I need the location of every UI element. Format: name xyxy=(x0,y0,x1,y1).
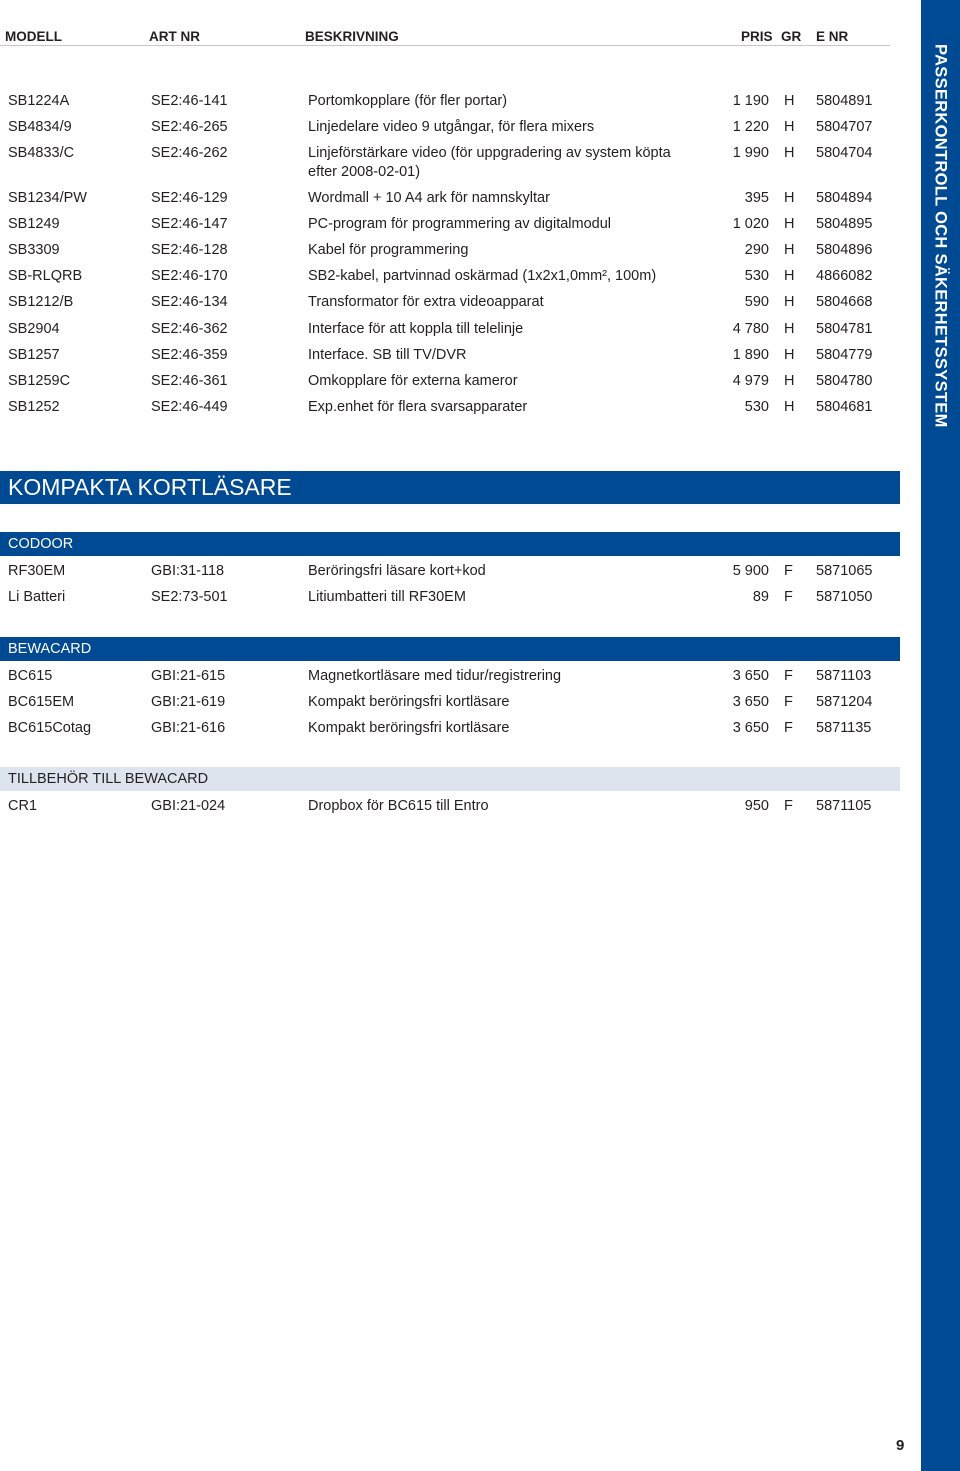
cell-description: SB2-kabel, partvinnad oskärmad (1x2x1,0mm², 100m) xyxy=(308,268,657,284)
cell-model: SB4834/9 xyxy=(8,119,72,135)
table-row xyxy=(0,562,900,582)
header-pris: PRIS xyxy=(741,29,773,44)
cell-group: H xyxy=(784,190,795,206)
cell-e-nr: 5871105 xyxy=(816,798,872,814)
cell-art-nr: SE2:46-147 xyxy=(151,216,228,232)
side-category-label: PASSERKONTROLL OCH SÄKERHETSSYSTEM xyxy=(931,44,950,428)
cell-description: Kompakt beröringsfri kortläsare xyxy=(308,720,510,736)
cell-art-nr: SE2:46-128 xyxy=(151,242,228,258)
cell-group: H xyxy=(784,145,795,161)
cell-e-nr: 5804891 xyxy=(816,93,873,109)
cell-group: H xyxy=(784,321,795,337)
header-modell: MODELL xyxy=(5,29,62,44)
cell-description: Transformator för extra videoapparat xyxy=(308,294,544,310)
cell-price: 3 650 xyxy=(732,720,769,736)
cell-description: Wordmall + 10 A4 ark för namnskyltar xyxy=(308,190,550,206)
cell-model: BC615Cotag xyxy=(8,720,92,736)
cell-art-nr: SE2:73-501 xyxy=(151,589,228,605)
page-number: 9 xyxy=(896,1437,905,1454)
cell-e-nr: 5871204 xyxy=(816,694,873,710)
subsection-bewacard: BEWACARD xyxy=(0,637,900,661)
cell-model: SB1252 xyxy=(8,399,60,415)
header-beskrivning: BESKRIVNING xyxy=(305,29,399,44)
cell-description: Portomkopplare (för fler portar) xyxy=(308,93,508,109)
header-gr: GR xyxy=(781,29,802,44)
cell-art-nr: GBI:31-118 xyxy=(151,563,225,579)
cell-group: H xyxy=(784,399,795,415)
cell-model: SB1257 xyxy=(8,347,60,363)
cell-model: SB1224A xyxy=(8,93,70,109)
cell-art-nr: SE2:46-449 xyxy=(151,399,228,415)
cell-description: Kompakt beröringsfri kortläsare xyxy=(308,694,510,710)
cell-e-nr: 5804704 xyxy=(816,145,873,161)
cell-group: H xyxy=(784,216,795,232)
cell-price: 5 900 xyxy=(732,563,769,579)
cell-model: SB-RLQRB xyxy=(8,268,83,284)
header-art-nr: ART NR xyxy=(149,29,200,44)
cell-group: F xyxy=(784,798,793,814)
cell-art-nr: GBI:21-619 xyxy=(151,694,226,710)
cell-price: 530 xyxy=(744,268,769,284)
cell-description: Litiumbatteri till RF30EM xyxy=(308,589,466,605)
cell-e-nr: 5804668 xyxy=(816,294,873,310)
cell-description: Exp.enhet för flera svarsapparater xyxy=(308,399,528,415)
cell-model: Li Batteri xyxy=(8,589,66,605)
cell-description: Interface. SB till TV/DVR xyxy=(308,347,467,363)
cell-art-nr: SE2:46-362 xyxy=(151,321,228,337)
cell-group: F xyxy=(784,563,793,579)
cell-description: Dropbox för BC615 till Entro xyxy=(308,798,489,814)
cell-model: SB1212/B xyxy=(8,294,74,310)
cell-model: BC615EM xyxy=(8,694,75,710)
cell-description: Beröringsfri läsare kort+kod xyxy=(308,563,486,579)
cell-price: 3 650 xyxy=(732,694,769,710)
table-row xyxy=(0,320,900,340)
subsection-codoor: CODOOR xyxy=(0,532,900,556)
cell-art-nr: SE2:46-170 xyxy=(151,268,228,284)
cell-description: Linjeförstärkare video (för uppgradering av system köpta xyxy=(308,145,671,161)
cell-e-nr: 5871065 xyxy=(816,563,873,579)
cell-art-nr: SE2:46-359 xyxy=(151,347,228,363)
table-row xyxy=(0,267,900,287)
cell-e-nr: 5804779 xyxy=(816,347,873,363)
cell-price: 3 650 xyxy=(732,668,769,684)
cell-price: 395 xyxy=(744,190,769,206)
section-kompakta-kortlasare: KOMPAKTA KORTLÄSARE xyxy=(0,471,900,504)
cell-model: SB4833/C xyxy=(8,145,75,161)
cell-art-nr: SE2:46-262 xyxy=(151,145,228,161)
cell-art-nr: GBI:21-615 xyxy=(151,668,226,684)
cell-price: 1 220 xyxy=(732,119,769,135)
table-row xyxy=(0,293,900,313)
table-row xyxy=(0,588,900,608)
cell-description-line2: efter 2008-02-01) xyxy=(308,164,421,180)
cell-price: 1 990 xyxy=(732,145,769,161)
cell-price: 89 xyxy=(752,589,769,605)
table-row xyxy=(0,346,900,366)
cell-e-nr: 5871103 xyxy=(816,668,872,684)
cell-description: Magnetkortläsare med tidur/registrering xyxy=(308,668,562,684)
table-row xyxy=(0,372,900,392)
cell-price: 1 020 xyxy=(732,216,769,232)
cell-price: 1 190 xyxy=(732,93,769,109)
cell-description: Linjedelare video 9 utgångar, för flera mixers xyxy=(308,119,595,135)
cell-price: 4 780 xyxy=(732,321,769,337)
cell-art-nr: SE2:46-129 xyxy=(151,190,228,206)
table-row xyxy=(0,398,900,418)
cell-e-nr: 5804896 xyxy=(816,242,873,258)
cell-art-nr: SE2:46-141 xyxy=(151,93,228,109)
cell-group: H xyxy=(784,242,795,258)
cell-art-nr: SE2:46-134 xyxy=(151,294,228,310)
table-row xyxy=(0,144,900,184)
cell-group: H xyxy=(784,373,795,389)
cell-group: F xyxy=(784,589,793,605)
cell-e-nr: 5804681 xyxy=(816,399,873,415)
cell-model: BC615 xyxy=(8,668,53,684)
cell-e-nr: 5804895 xyxy=(816,216,873,232)
table-row xyxy=(0,797,900,817)
table-header xyxy=(0,29,890,46)
table-row xyxy=(0,241,900,261)
table-row xyxy=(0,118,900,138)
cell-group: H xyxy=(784,294,795,310)
cell-price: 590 xyxy=(744,294,769,310)
cell-description: PC-program för programmering av digitalmodul xyxy=(308,216,612,232)
cell-art-nr: SE2:46-361 xyxy=(151,373,228,389)
cell-price: 290 xyxy=(744,242,769,258)
table-row xyxy=(0,189,900,209)
cell-e-nr: 5804894 xyxy=(816,190,873,206)
cell-e-nr: 5804707 xyxy=(816,119,873,135)
cell-model: SB1259C xyxy=(8,373,71,389)
cell-group: F xyxy=(784,694,793,710)
cell-price: 1 890 xyxy=(732,347,769,363)
cell-e-nr: 5871050 xyxy=(816,589,873,605)
cell-price: 4 979 xyxy=(732,373,769,389)
cell-model: CR1 xyxy=(8,798,38,814)
cell-art-nr: GBI:21-024 xyxy=(151,798,226,814)
cell-model: SB2904 xyxy=(8,321,60,337)
table-row xyxy=(0,215,900,235)
cell-price: 950 xyxy=(744,798,769,814)
cell-group: F xyxy=(784,720,793,736)
table-row xyxy=(0,693,900,713)
cell-model: SB1249 xyxy=(8,216,60,232)
cell-description: Kabel för programmering xyxy=(308,242,469,258)
cell-e-nr: 5804781 xyxy=(816,321,873,337)
cell-price: 530 xyxy=(744,399,769,415)
cell-group: F xyxy=(784,668,793,684)
cell-group: H xyxy=(784,93,795,109)
subsection-tillbehor: TILLBEHÖR TILL BEWACARD xyxy=(0,767,900,791)
cell-e-nr: 4866082 xyxy=(816,268,873,284)
cell-group: H xyxy=(784,268,795,284)
cell-e-nr: 5871135 xyxy=(816,720,872,736)
cell-art-nr: GBI:21-616 xyxy=(151,720,226,736)
cell-group: H xyxy=(784,119,795,135)
table-row xyxy=(0,667,900,687)
cell-model: SB3309 xyxy=(8,242,60,258)
side-category-bar xyxy=(921,0,960,1471)
cell-description: Omkopplare för externa kameror xyxy=(308,373,518,389)
cell-description: Interface för att koppla till telelinje xyxy=(308,321,524,337)
cell-model: SB1234/PW xyxy=(8,190,87,206)
table-row xyxy=(0,719,900,739)
table-row xyxy=(0,92,900,112)
cell-e-nr: 5804780 xyxy=(816,373,873,389)
cell-model: RF30EM xyxy=(8,563,66,579)
header-e-nr: E NR xyxy=(816,29,849,44)
cell-art-nr: SE2:46-265 xyxy=(151,119,228,135)
cell-group: H xyxy=(784,347,795,363)
